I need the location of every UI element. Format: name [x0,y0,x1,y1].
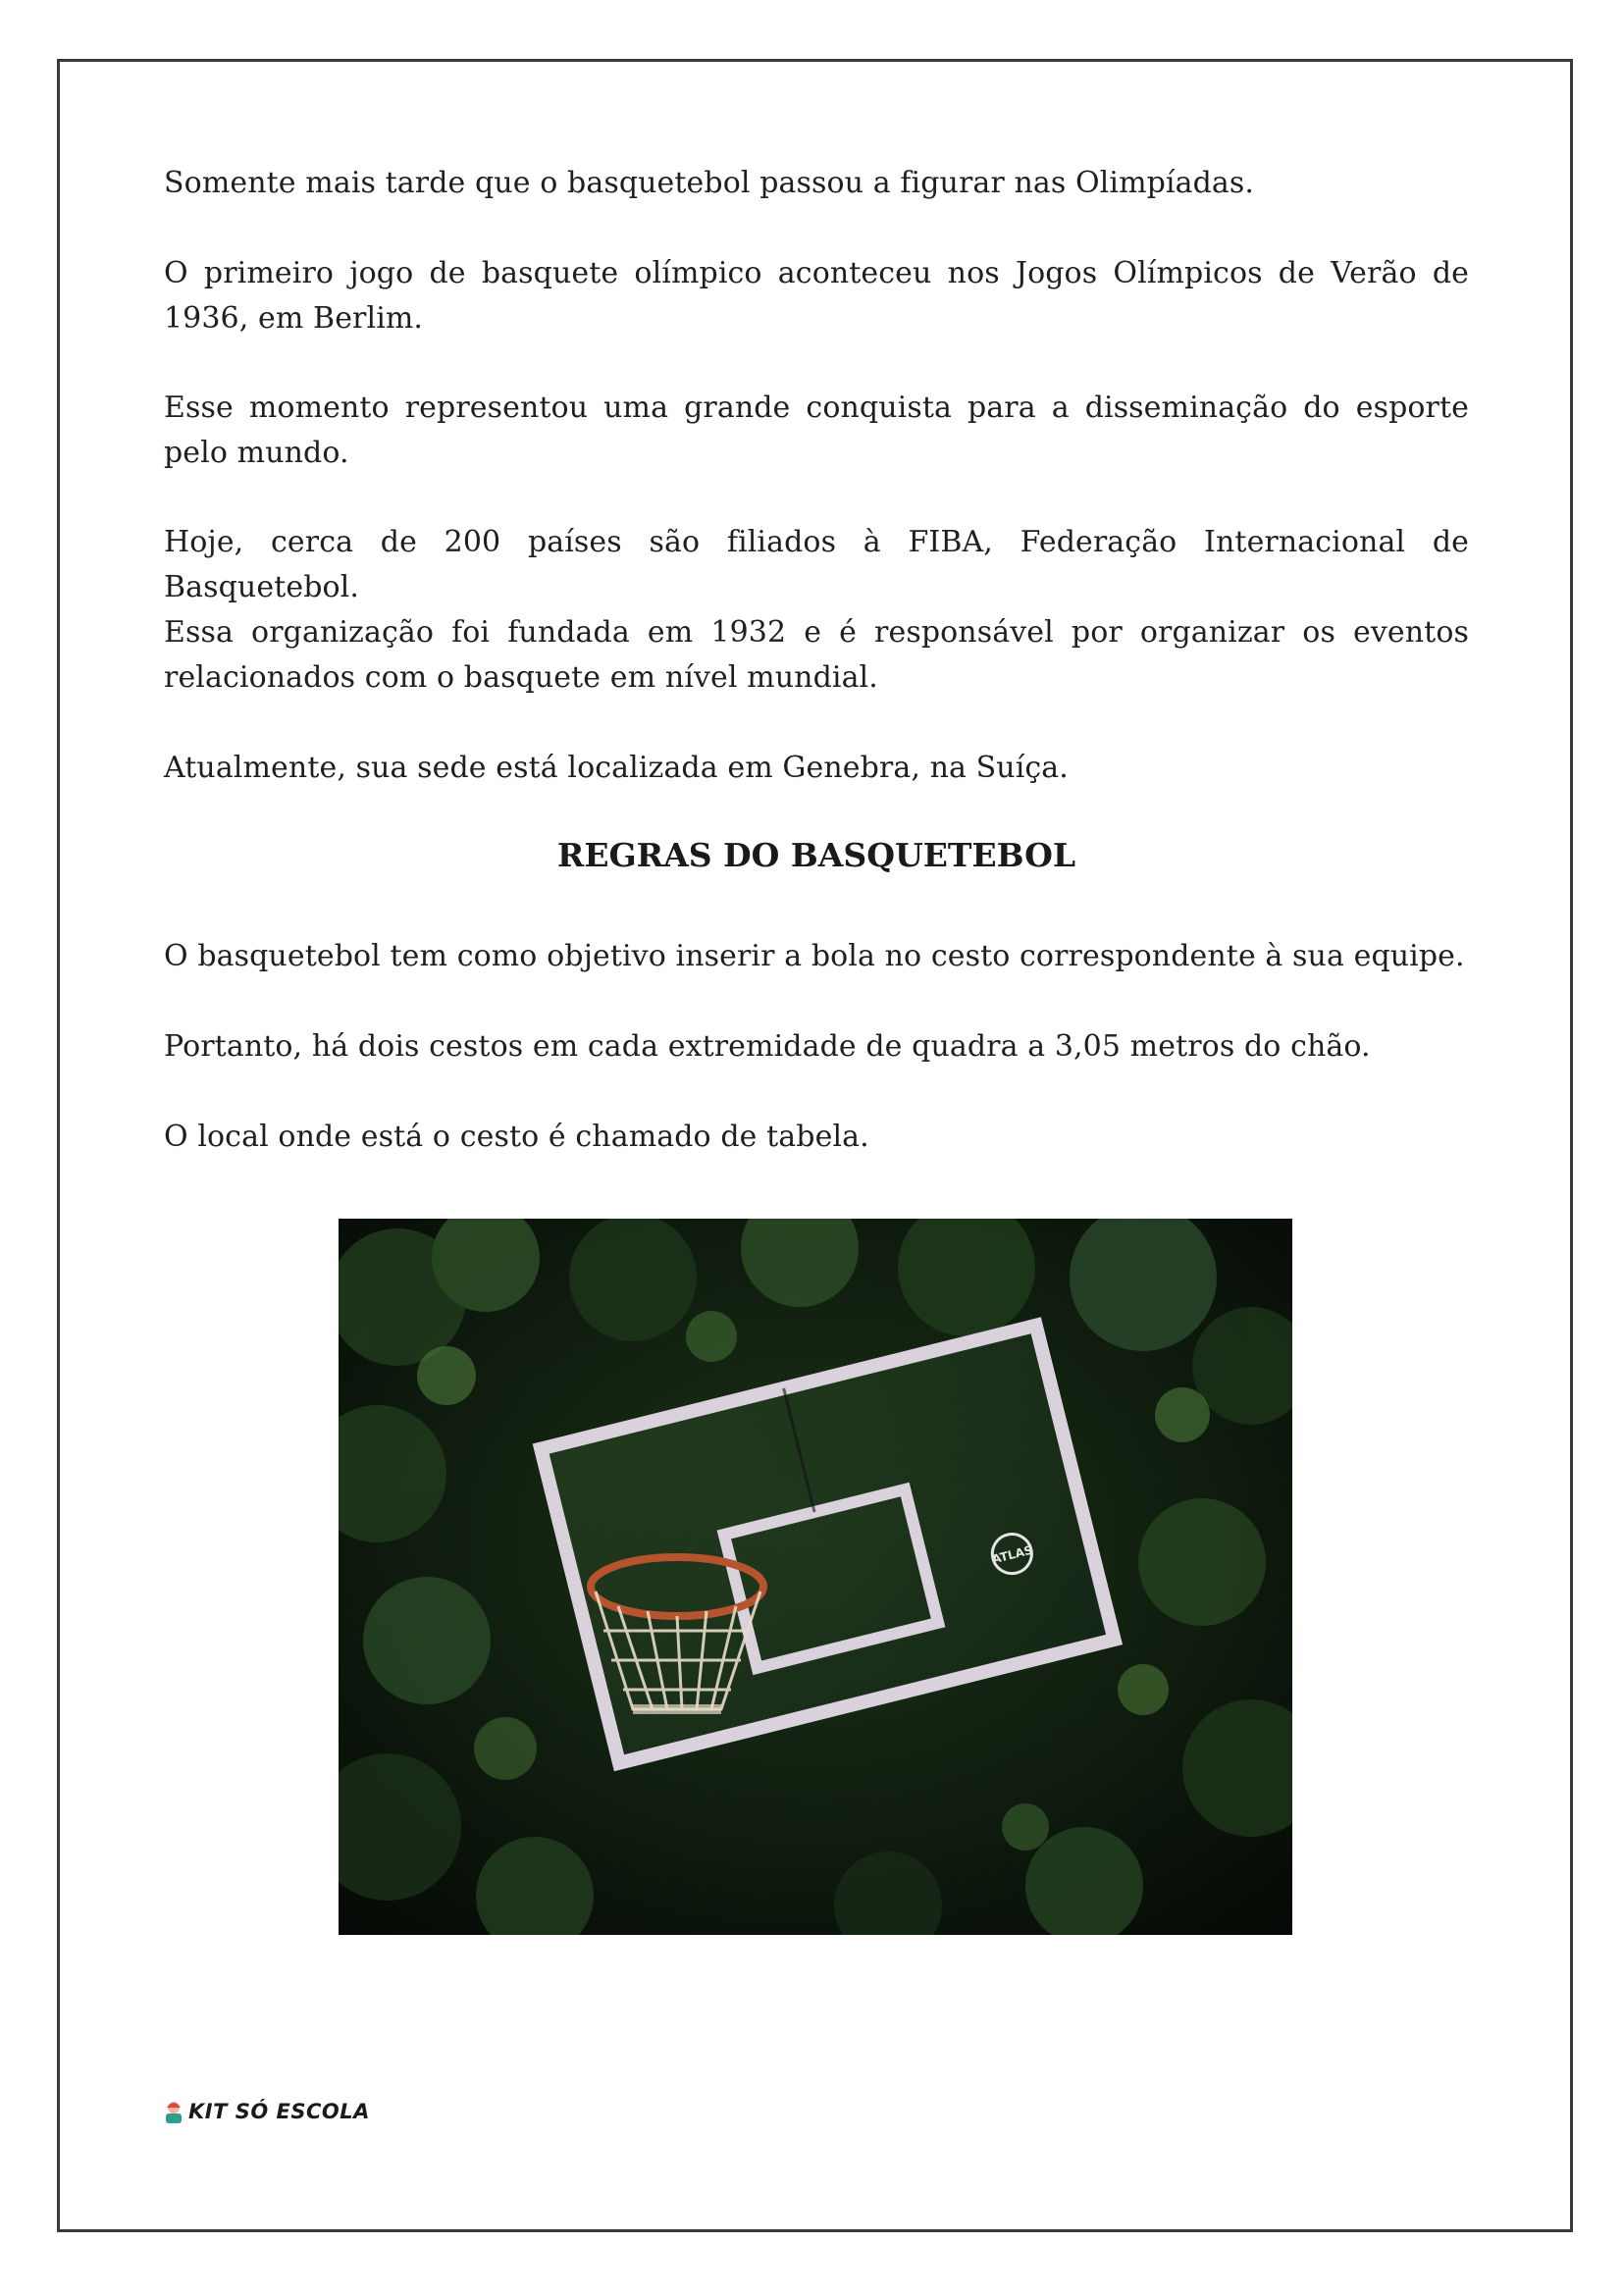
basketball-hoop-photo [339,1219,1292,1935]
paragraph-fiba-founded: Essa organização foi fundada em 1932 e é responsável por organizar os eventos relacionados com o basquete em nível mundial. [164,615,1469,695]
backboard-brand-label: ATLAS [990,1542,1034,1567]
paragraph-olympics-later: Somente mais tarde que o basquetebol passou a figurar nas Olimpíadas. [164,166,1255,200]
paragraph-backboard: O local onde está o cesto é chamado de tabela. [164,1120,869,1154]
footer-logo [163,2100,370,2123]
paragraph-first-olympic-game: O primeiro jogo de basquete olímpico aconteceu nos Jogos Olímpicos de Verão de 1936, em Berlim. [164,256,1469,336]
paragraph-headquarters: Atualmente, sua sede está localizada em Genebra, na Suíça. [164,751,1069,785]
section-heading-rules: REGRAS DO BASQUETEBOL [556,836,1076,874]
paragraph-objective: O basquetebol tem como objetivo inserir a bola no cesto correspondente à sua equipe. [164,939,1465,973]
paragraph-fiba-members: Hoje, cerca de 200 países são filiados à FIBA, Federação Internacional de Basquetebol. [164,525,1469,604]
paragraph-baskets: Portanto, há dois cestos em cada extremidade de quadra a 3,05 metros do chão. [164,1029,1371,1064]
school-kit-icon [163,2100,184,2123]
paragraph-dissemination: Esse momento representou uma grande conquista para a disseminação do esporte pelo mundo. [164,391,1469,470]
footer-brand-text: KIT SÓ ESCOLA [188,2100,370,2123]
